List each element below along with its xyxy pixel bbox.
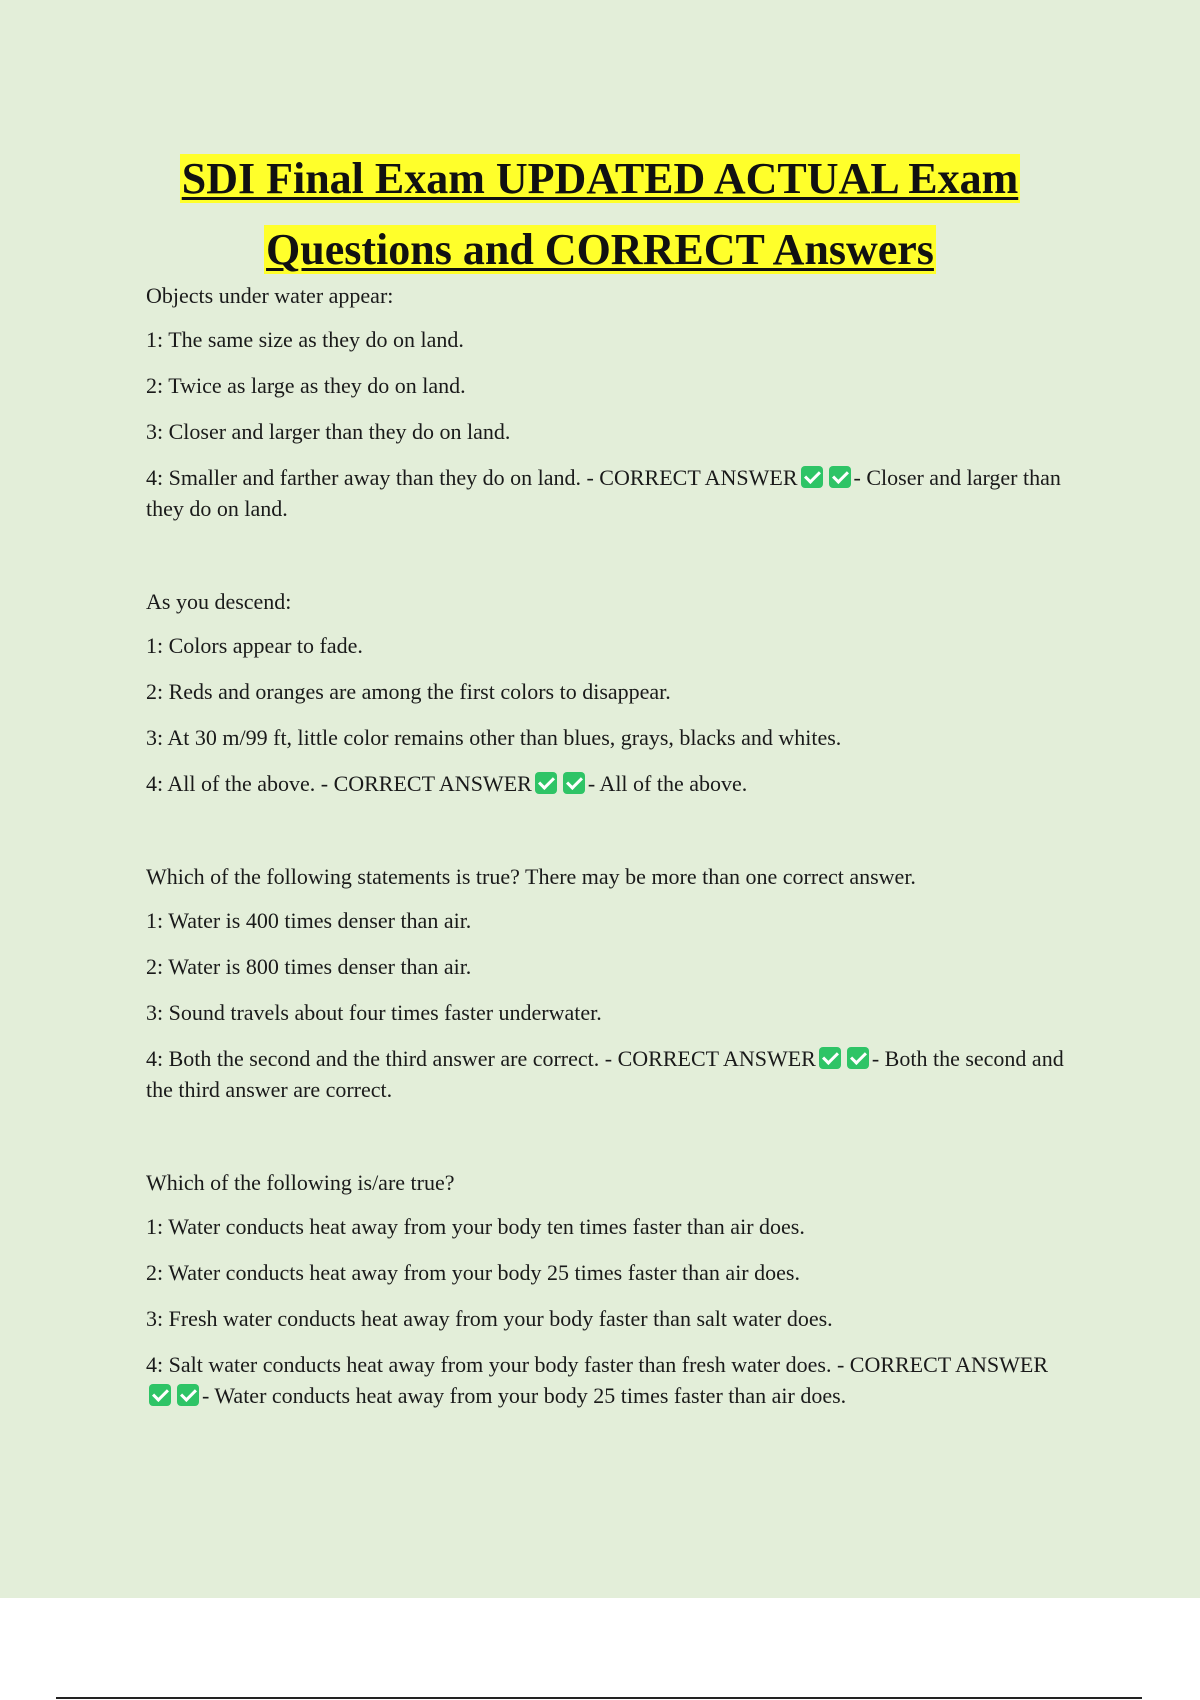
answer-option: 3: Sound travels about four times faster underwater.: [146, 1000, 602, 1025]
answer-option-text: 4: All of the above. - CORRECT ANSWER: [146, 771, 532, 796]
answer-option-with-answer: [146, 462, 1066, 524]
answer-option: 3: At 30 m/99 ft, little color remains other than blues, grays, blacks and whites.: [146, 725, 842, 750]
question-prompt: Objects under water appear:: [146, 283, 394, 308]
answer-option-with-answer: [146, 768, 1066, 799]
check-mark-icon: [829, 466, 851, 488]
question-block: [146, 861, 1066, 1105]
question-prompt: As you descend:: [146, 589, 292, 614]
answer-option: 1: Colors appear to fade.: [146, 633, 363, 658]
answer-option-with-answer: [146, 1043, 1066, 1105]
answer-option: 2: Twice as large as they do on land.: [146, 373, 466, 398]
answer-option: 1: The same size as they do on land.: [146, 327, 464, 352]
check-mark-icon: [177, 1384, 199, 1406]
answer-option: 3: Fresh water conducts heat away from your body faster than salt water does.: [146, 1306, 833, 1331]
check-mark-icon: [535, 772, 557, 794]
answer-option: 2: Water conducts heat away from your body 25 times faster than air does.: [146, 1260, 800, 1285]
question-prompt: Which of the following is/are true?: [146, 1170, 455, 1195]
answer-option: 3: Closer and larger than they do on land.: [146, 419, 511, 444]
answer-option: 1: Water is 400 times denser than air.: [146, 908, 472, 933]
answer-option: 2: Water is 800 times denser than air.: [146, 954, 472, 979]
page-title: [0, 148, 1200, 290]
correct-answer-text: - All of the above.: [587, 771, 748, 796]
check-mark-icon: [149, 1384, 171, 1406]
answer-option: 2: Reds and oranges are among the first colors to disappear.: [146, 679, 671, 704]
answer-option-text: 4: Both the second and the third answer are correct. - CORRECT ANSWER: [146, 1046, 816, 1071]
answer-option: 1: Water conducts heat away from your body ten times faster than air does.: [146, 1214, 805, 1239]
answer-option-text: 4: Smaller and farther away than they do on land. - CORRECT ANSWER: [146, 465, 798, 490]
check-mark-icon: [819, 1047, 841, 1069]
question-list: [146, 280, 1066, 1473]
check-mark-icon: [847, 1047, 869, 1069]
correct-answer-text: - Water conducts heat away from your body 25 times faster than air does.: [202, 1383, 847, 1408]
correct-answer-text: - Both the second and the third answer are correct.: [146, 1046, 1064, 1102]
answer-option-with-answer: [146, 1349, 1066, 1411]
footer-divider: [56, 1697, 1142, 1699]
title-line-2: Questions and CORRECT Answers: [266, 225, 934, 274]
title-line-1: SDI Final Exam UPDATED ACTUAL Exam: [181, 154, 1019, 203]
question-prompt: Which of the following statements is true? There may be more than one correct answer.: [146, 864, 916, 889]
check-mark-icon: [801, 466, 823, 488]
answer-option-text: 4: Salt water conducts heat away from your body faster than fresh water does. - CORRECT ANSWER: [146, 1352, 1048, 1377]
question-block: [146, 1167, 1066, 1411]
question-block: [146, 586, 1066, 799]
check-mark-icon: [563, 772, 585, 794]
question-block: [146, 280, 1066, 524]
correct-answer-text: - Closer and larger than they do on land.: [146, 465, 1061, 521]
